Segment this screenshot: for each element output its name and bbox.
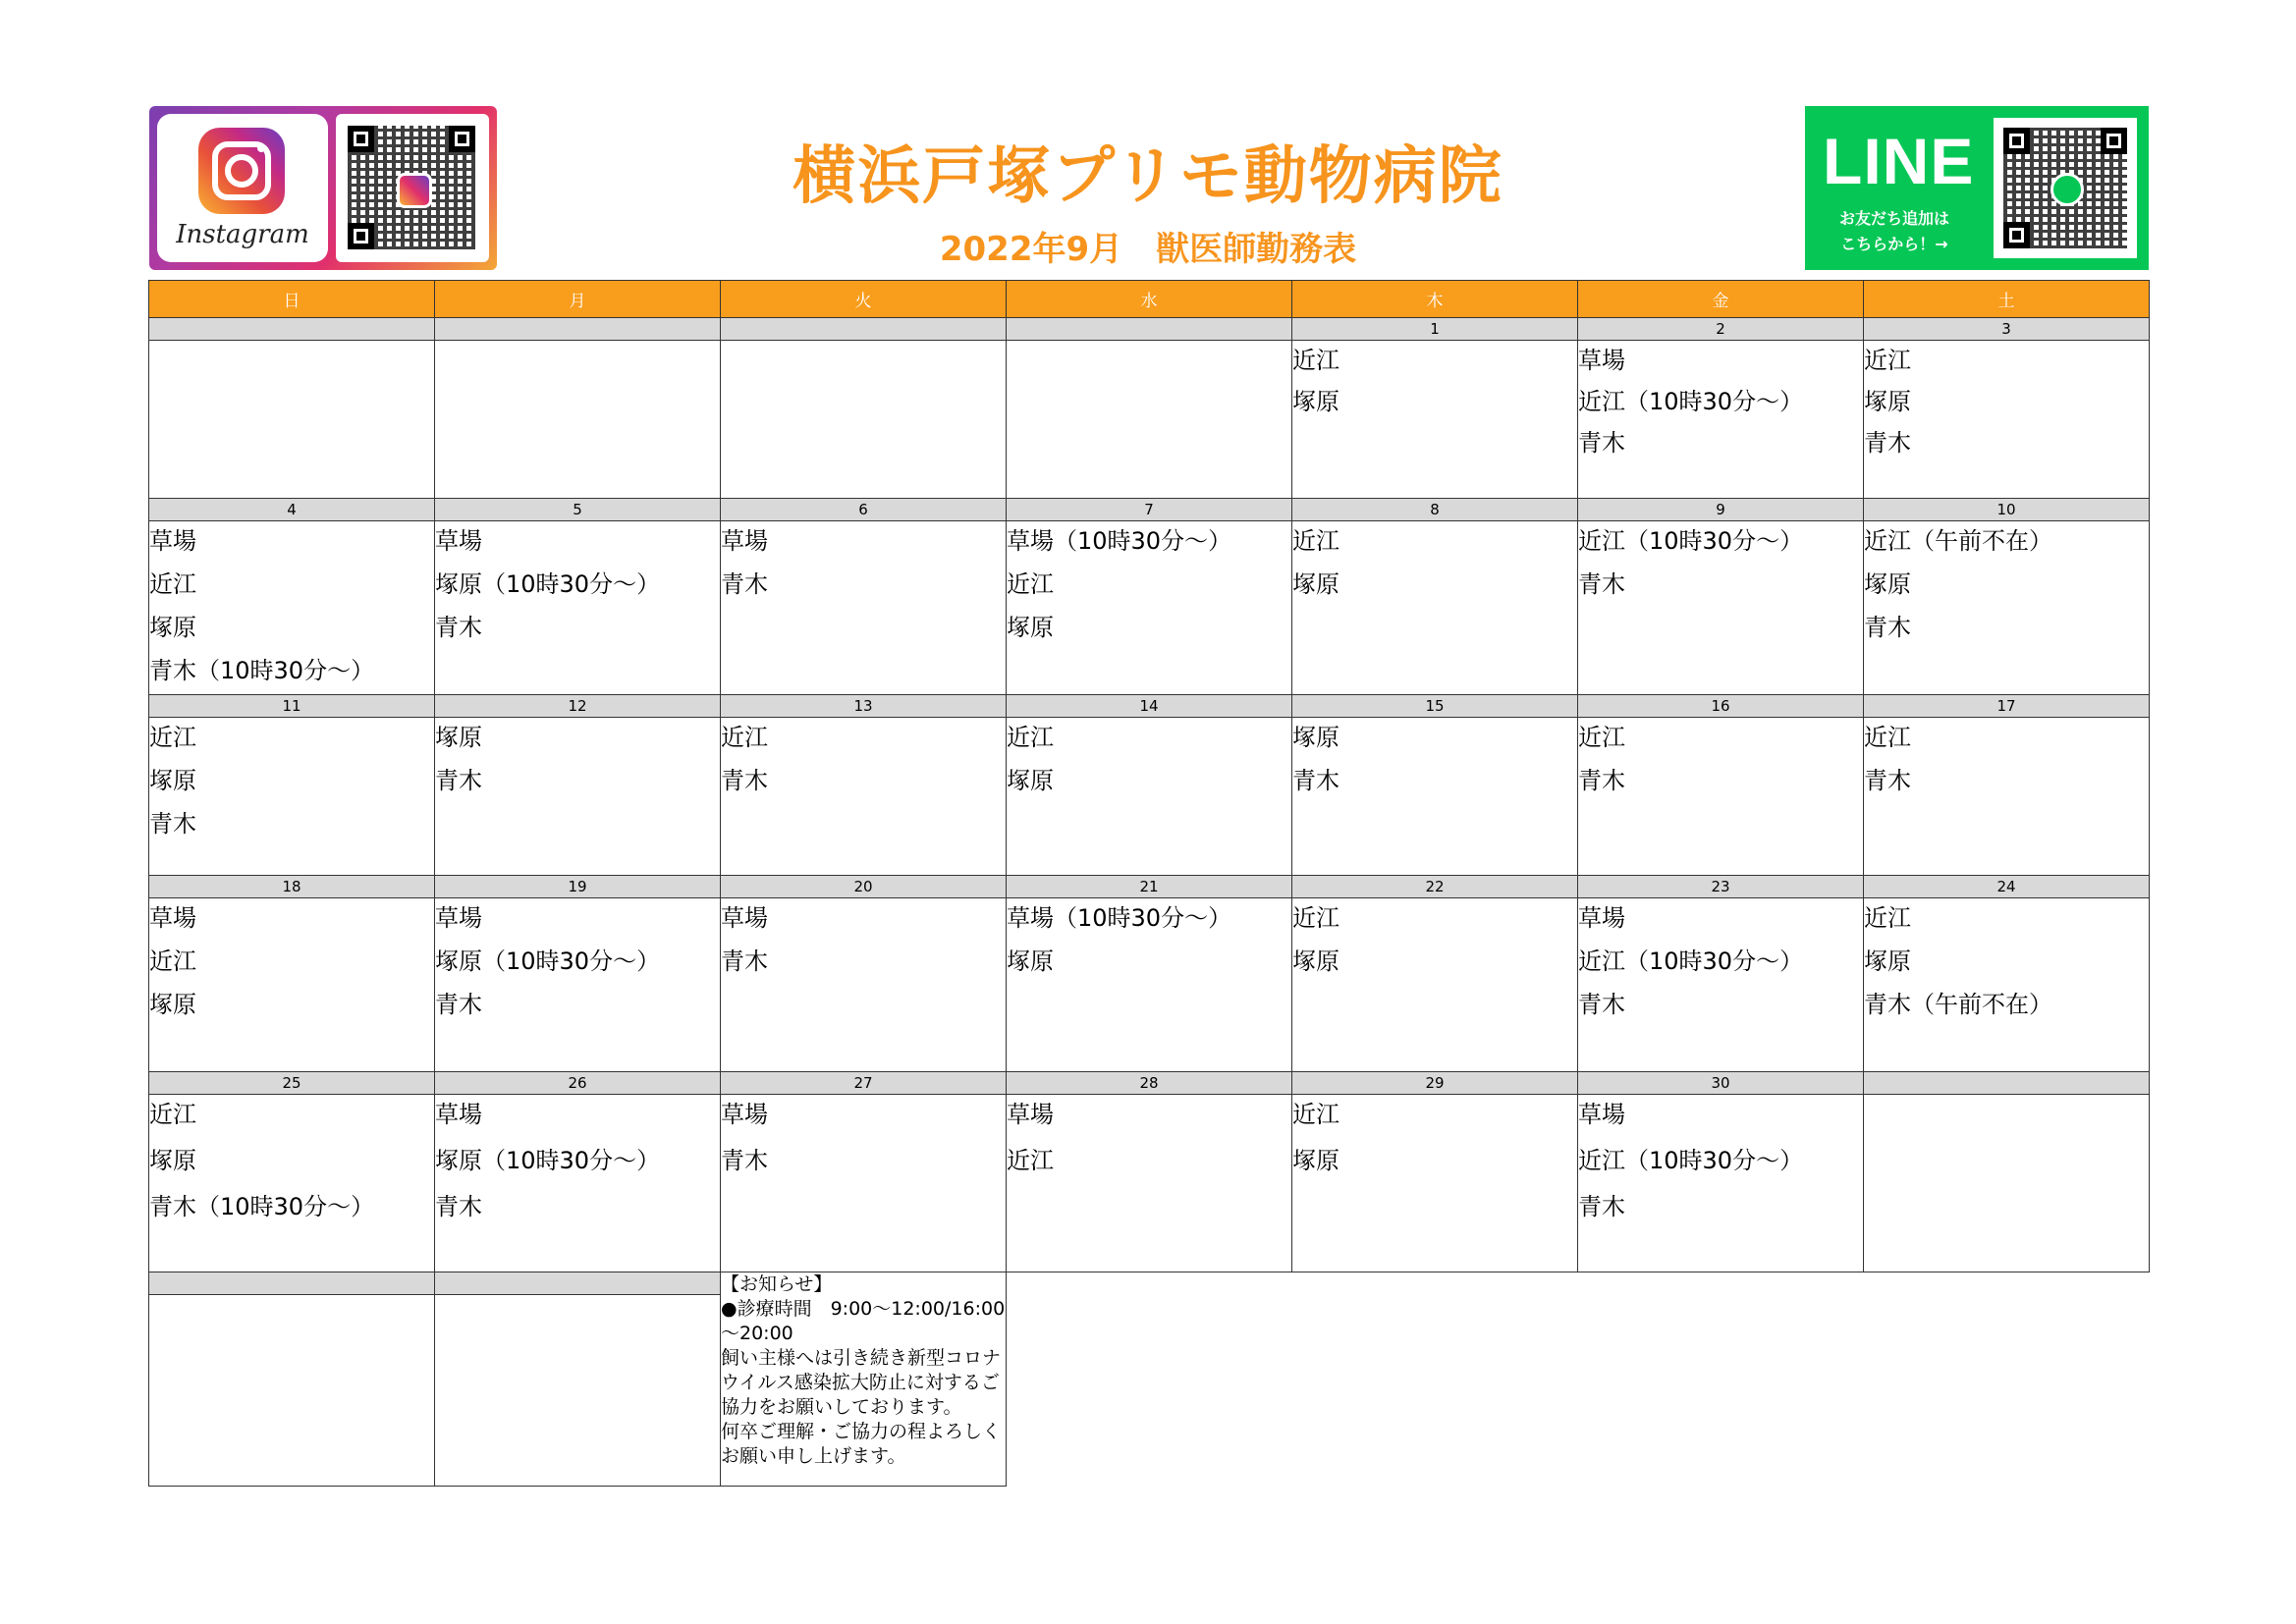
doctor-entry: 近江 xyxy=(1864,347,1911,374)
doctor-entry: 近江（10時30分～） xyxy=(1578,527,1804,555)
day-cell xyxy=(149,341,435,499)
notice-line-1: 飼い主様へは引き続き新型コロナウイルス感染拡大防止に対するご協力をお願いしております。 xyxy=(721,1347,1002,1418)
day-cell xyxy=(1292,718,1578,876)
week-5-date-row xyxy=(149,1072,2150,1095)
duty-calendar xyxy=(148,280,2150,1487)
doctor-entry: 近江（10時30分～） xyxy=(1578,947,1804,975)
notice-line-2: 何卒ご理解・ご協力の程よろしくお願い申し上げます。 xyxy=(721,1421,1002,1467)
date-number: 14 xyxy=(1007,695,1292,718)
day-cell xyxy=(721,718,1007,876)
day-cell xyxy=(1292,1095,1578,1272)
weekday-thu: 木 xyxy=(1292,281,1578,318)
date-number: 11 xyxy=(149,695,435,718)
day-cell xyxy=(435,1295,721,1487)
line-banner[interactable] xyxy=(1805,106,2149,270)
doctor-entry: 草場 xyxy=(721,527,768,555)
day-cell xyxy=(435,341,721,499)
doctor-entry: 草場 xyxy=(1578,1101,1625,1128)
date-number: 29 xyxy=(1292,1072,1578,1095)
date-number xyxy=(149,1272,435,1295)
week-6-date-row xyxy=(149,1272,2150,1295)
date-number xyxy=(435,318,721,341)
doctor-entry: 草場（10時30分～） xyxy=(1007,904,1232,932)
doctor-entry: 塚原 xyxy=(1864,388,1911,415)
line-wordmark: LINE xyxy=(1823,125,1975,197)
doctor-entry: 草場 xyxy=(1578,904,1625,932)
doctor-entry: 草場 xyxy=(149,904,196,932)
calendar-body xyxy=(149,318,2150,1487)
week-5-content-row xyxy=(149,1095,2150,1272)
day-cell xyxy=(1292,341,1578,499)
doctor-entry: 青木（午前不在） xyxy=(1864,991,2052,1018)
date-number: 10 xyxy=(1864,499,2150,521)
date-number: 9 xyxy=(1578,499,1864,521)
day-cell xyxy=(1578,898,1864,1072)
date-number xyxy=(721,318,1007,341)
date-number: 17 xyxy=(1864,695,2150,718)
week-3-date-row xyxy=(149,695,2150,718)
date-number xyxy=(149,318,435,341)
week-1-date-row xyxy=(149,318,2150,341)
doctor-entry: 塚原 xyxy=(1292,1147,1339,1174)
doctor-entry: 近江 xyxy=(1292,1101,1339,1128)
notice-box xyxy=(721,1272,1007,1487)
instagram-wordmark: Instagram xyxy=(176,220,309,249)
date-number: 23 xyxy=(1578,876,1864,898)
doctor-entry: 塚原 xyxy=(1292,388,1339,415)
line-cta-text xyxy=(1821,206,1968,257)
doctor-entry: 塚原 xyxy=(435,724,482,751)
date-number: 19 xyxy=(435,876,721,898)
doctor-entry: 塚原 xyxy=(149,991,196,1018)
weekday-sun: 日 xyxy=(149,281,435,318)
day-cell xyxy=(1007,1095,1292,1272)
day-cell xyxy=(1578,521,1864,695)
date-number: 4 xyxy=(149,499,435,521)
day-cell xyxy=(149,521,435,695)
doctor-entry: 青木 xyxy=(435,614,482,641)
doctor-entry: 塚原 xyxy=(1292,724,1339,751)
date-number: 26 xyxy=(435,1072,721,1095)
doctor-entry: 近江（午前不在） xyxy=(1864,527,2052,555)
date-number: 2 xyxy=(1578,318,1864,341)
day-cell xyxy=(1864,341,2150,499)
week-3-content-row xyxy=(149,718,2150,876)
day-cell xyxy=(1007,718,1292,876)
doctor-entry: 青木 xyxy=(1578,570,1625,598)
day-cell xyxy=(1007,341,1292,499)
notice-hours: ●診療時間 9:00～12:00/16:00～20:00 xyxy=(721,1298,1006,1344)
date-number: 27 xyxy=(721,1072,1007,1095)
date-number: 21 xyxy=(1007,876,1292,898)
date-number: 6 xyxy=(721,499,1007,521)
day-cell xyxy=(721,1095,1007,1272)
doctor-entry: 塚原（10時30分～） xyxy=(435,947,661,975)
doctor-entry: 青木 xyxy=(1578,429,1625,457)
date-number: 7 xyxy=(1007,499,1292,521)
doctor-entry: 青木 xyxy=(1578,767,1625,794)
day-cell xyxy=(1864,1095,2150,1272)
doctor-entry: 塚原 xyxy=(1007,767,1054,794)
instagram-banner[interactable] xyxy=(149,106,497,270)
doctor-entry: 青木 xyxy=(1292,767,1339,794)
doctor-entry: 草場（10時30分～） xyxy=(1007,527,1232,555)
date-number: 28 xyxy=(1007,1072,1292,1095)
doctor-entry: 近江 xyxy=(149,570,196,598)
weekday-mon: 月 xyxy=(435,281,721,318)
day-cell xyxy=(435,521,721,695)
instagram-icon xyxy=(198,128,285,214)
doctor-entry: 草場 xyxy=(149,527,196,555)
day-cell xyxy=(1292,521,1578,695)
doctor-entry: 塚原 xyxy=(1007,614,1054,641)
date-number: 3 xyxy=(1864,318,2150,341)
day-cell xyxy=(149,898,435,1072)
doctor-entry: 近江 xyxy=(1292,904,1339,932)
date-number: 25 xyxy=(149,1072,435,1095)
line-mini-icon xyxy=(2050,173,2084,206)
date-number: 16 xyxy=(1578,695,1864,718)
date-number: 18 xyxy=(149,876,435,898)
line-cta-line1: お友だち追加は xyxy=(1838,209,1949,228)
weekday-wed: 水 xyxy=(1007,281,1292,318)
doctor-entry: 近江 xyxy=(149,947,196,975)
date-number: 30 xyxy=(1578,1072,1864,1095)
doctor-entry: 近江 xyxy=(721,724,768,751)
page-subtitle: 2022年9月 獣医師勤務表 xyxy=(939,230,1357,269)
doctor-entry: 青木 xyxy=(435,991,482,1018)
doctor-entry: 近江 xyxy=(1007,570,1054,598)
doctor-entry: 草場 xyxy=(721,1101,768,1128)
doctor-entry: 草場 xyxy=(1578,347,1625,374)
doctor-entry: 近江 xyxy=(1007,1147,1054,1174)
day-cell xyxy=(1864,521,2150,695)
doctor-entry: 塚原 xyxy=(149,1147,196,1174)
day-cell xyxy=(1578,718,1864,876)
page-title: 横浜戸塚プリモ動物病院 xyxy=(793,140,1503,213)
doctor-entry: 近江 xyxy=(149,724,196,751)
day-cell xyxy=(1292,898,1578,1072)
doctor-entry: 青木 xyxy=(1864,429,1911,457)
weekday-fri: 金 xyxy=(1578,281,1864,318)
date-number: 24 xyxy=(1864,876,2150,898)
doctor-entry: 青木（10時30分～） xyxy=(149,657,375,684)
doctor-entry: 草場 xyxy=(721,904,768,932)
date-number xyxy=(1864,1072,2150,1095)
instagram-mini-icon xyxy=(397,173,432,208)
doctor-entry: 青木 xyxy=(1578,991,1625,1018)
week-1-content-row xyxy=(149,341,2150,499)
doctor-entry: 草場 xyxy=(435,527,482,555)
day-cell xyxy=(1864,718,2150,876)
date-number: 12 xyxy=(435,695,721,718)
date-number: 20 xyxy=(721,876,1007,898)
day-cell xyxy=(149,1095,435,1272)
week-4-date-row xyxy=(149,876,2150,898)
date-number: 5 xyxy=(435,499,721,521)
doctor-entry: 近江 xyxy=(1292,527,1339,555)
weekday-tue: 火 xyxy=(721,281,1007,318)
line-qr-code[interactable] xyxy=(1994,118,2137,258)
doctor-entry: 塚原 xyxy=(1864,570,1911,598)
doctor-entry: 青木 xyxy=(721,947,768,975)
week-6-content-row xyxy=(149,1295,2150,1487)
day-cell xyxy=(435,1095,721,1272)
instagram-logo-card xyxy=(157,114,328,262)
doctor-entry: 青木 xyxy=(1864,767,1911,794)
doctor-entry: 青木 xyxy=(149,810,196,838)
day-cell xyxy=(1578,1095,1864,1272)
doctor-entry: 青木 xyxy=(1578,1193,1625,1220)
date-number: 13 xyxy=(721,695,1007,718)
notice-heading: 【お知らせ】 xyxy=(721,1273,833,1295)
weekday-sat: 土 xyxy=(1864,281,2150,318)
day-cell xyxy=(1007,898,1292,1072)
doctor-entry: 青木 xyxy=(721,1147,768,1174)
doctor-entry: 近江 xyxy=(1864,724,1911,751)
date-number: 8 xyxy=(1292,499,1578,521)
doctor-entry: 近江 xyxy=(1007,724,1054,751)
doctor-entry: 草場 xyxy=(435,904,482,932)
doctor-entry: 青木 xyxy=(1864,614,1911,641)
date-number: 15 xyxy=(1292,695,1578,718)
doctor-entry: 青木 xyxy=(721,767,768,794)
day-cell xyxy=(721,521,1007,695)
doctor-entry: 近江（10時30分～） xyxy=(1578,1147,1804,1174)
date-number xyxy=(435,1272,721,1295)
doctor-entry: 草場 xyxy=(435,1101,482,1128)
doctor-entry: 近江 xyxy=(1292,347,1339,374)
doctor-entry: 塚原（10時30分～） xyxy=(435,1147,661,1174)
date-number: 1 xyxy=(1292,318,1578,341)
doctor-entry: 塚原 xyxy=(149,767,196,794)
day-cell xyxy=(149,718,435,876)
doctor-entry: 近江（10時30分～） xyxy=(1578,388,1804,415)
week-2-content-row xyxy=(149,521,2150,695)
doctor-entry: 塚原 xyxy=(1864,947,1911,975)
date-number: 22 xyxy=(1292,876,1578,898)
doctor-entry: 近江 xyxy=(1578,724,1625,751)
instagram-qr-code[interactable] xyxy=(336,114,489,262)
week-2-date-row xyxy=(149,499,2150,521)
doctor-entry: 塚原（10時30分～） xyxy=(435,570,661,598)
weekday-header-row xyxy=(149,281,2150,318)
line-cta-line2: こちらから！→ xyxy=(1840,235,1948,253)
doctor-entry: 近江 xyxy=(149,1101,196,1128)
date-number xyxy=(1007,318,1292,341)
doctor-entry: 塚原 xyxy=(149,614,196,641)
doctor-entry: 塚原 xyxy=(1007,947,1054,975)
day-cell xyxy=(721,341,1007,499)
day-cell xyxy=(149,1295,435,1487)
doctor-entry: 青木（10時30分～） xyxy=(149,1193,375,1220)
day-cell xyxy=(721,898,1007,1072)
day-cell xyxy=(435,898,721,1072)
doctor-entry: 青木 xyxy=(435,1193,482,1220)
doctor-entry: 青木 xyxy=(435,767,482,794)
day-cell xyxy=(1578,341,1864,499)
doctor-entry: 青木 xyxy=(721,570,768,598)
day-cell xyxy=(435,718,721,876)
doctor-entry: 草場 xyxy=(1007,1101,1054,1128)
doctor-entry: 近江 xyxy=(1864,904,1911,932)
doctor-entry: 塚原 xyxy=(1292,947,1339,975)
day-cell xyxy=(1007,521,1292,695)
doctor-entry: 塚原 xyxy=(1292,570,1339,598)
day-cell xyxy=(1864,898,2150,1072)
week-4-content-row xyxy=(149,898,2150,1072)
